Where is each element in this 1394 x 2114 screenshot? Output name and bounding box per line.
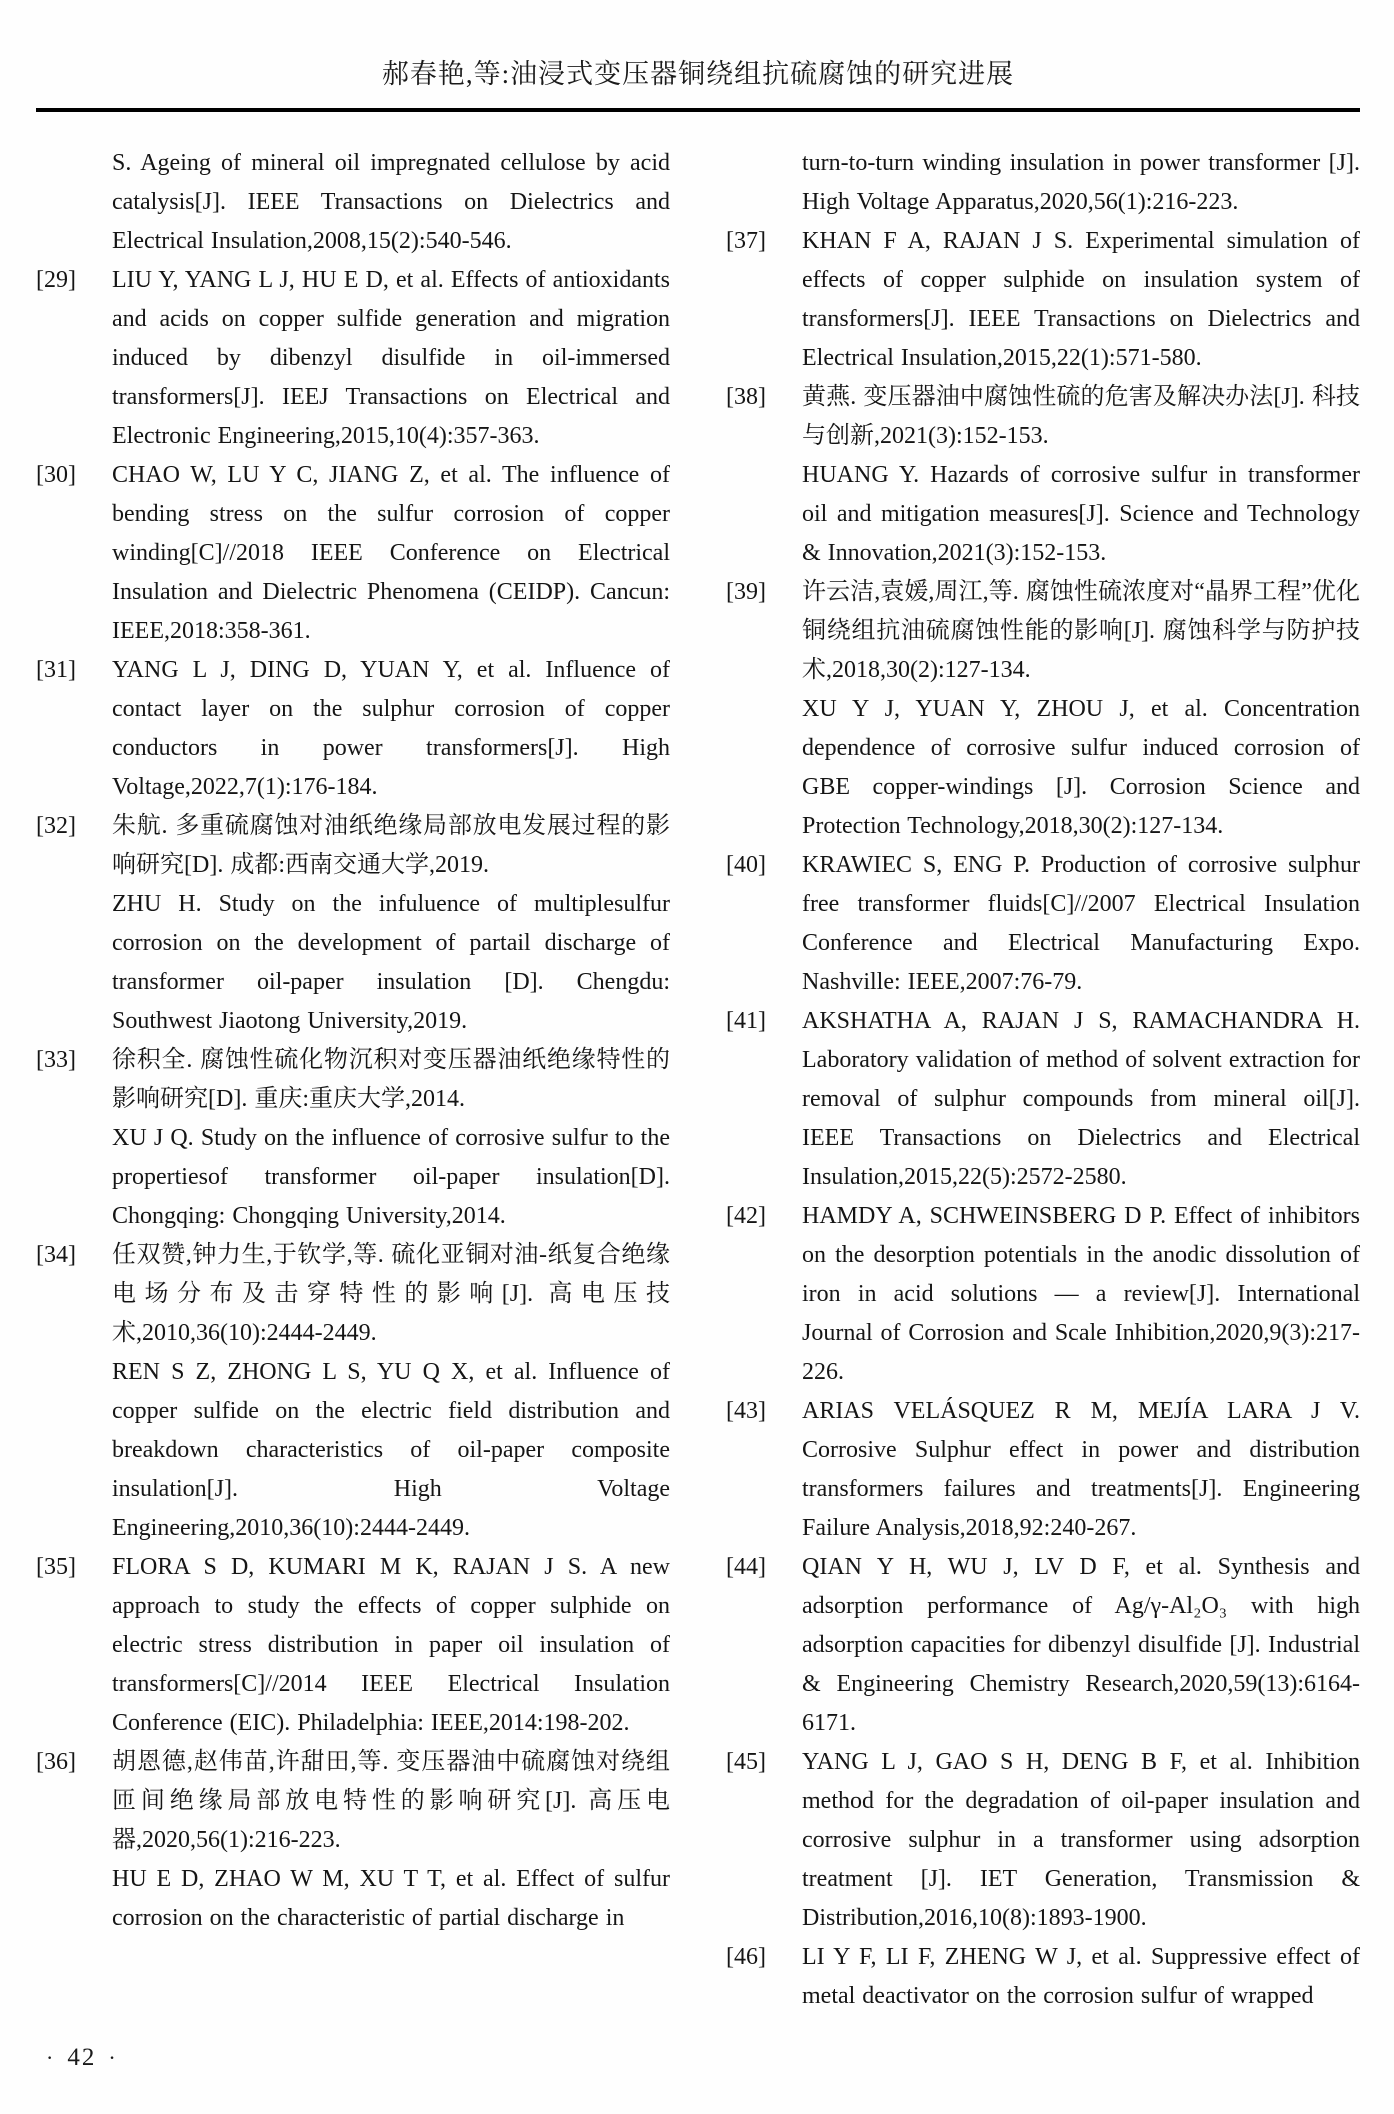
reference-number: [44] [726,1554,766,1580]
reference-number: [34] [36,1242,76,1268]
reference-item [726,144,1360,222]
reference-segment: FLORA S D, KUMARI M K, RAJAN J S. A new approach to study the effects of copper sulphide on electric stress distribution in paper oil insulation of transformers[C]//2014 IEEE Electrical Insulation Conference (EIC). Philadelphia: IEEE,2014:198-202. [112,1554,670,1736]
reference-segment: KHAN F A, RAJAN J S. Experimental simulation of effects of copper sulphide on insulation system of transformers[J]. IEEE Transactions on Dielectrics and Electrical Insulation,2015,22(1):571-580. [802,228,1360,371]
reference-item [36,1236,670,1548]
reference-number: [41] [726,1008,766,1034]
reference-text [112,456,670,651]
reference-number: [37] [726,228,766,254]
reference-number: [46] [726,1944,766,1970]
reference-text [112,261,670,456]
reference-item [726,1392,1360,1548]
running-title: 郝春艳,等:油浸式变压器铜绕组抗硫腐蚀的研究进展 [381,59,1015,89]
reference-item [726,1197,1360,1392]
references-section [36,144,1360,2016]
reference-item [726,1938,1360,2016]
reference-segment: ZHU H. Study on the infuluence of multiplesulfur corrosion on the development of partail discharge of transformer oil-paper insulation [D]. Chengdu: Southwest Jiaotong University,2019. [112,891,670,1034]
reference-segment: CHAO W, LU Y C, JIANG Z, et al. The influence of bending stress on the sulfur corrosion of copper winding[C]//2018 IEEE Conference on Electrical Insulation and Dielectric Phenomena (CEIDP). Cancun: IEEE,2018:358-361. [112,462,670,644]
reference-text [112,144,670,261]
reference-segment: AKSHATHA A, RAJAN J S, RAMACHANDRA H. Laboratory validation of method of solvent extraction for removal of sulphur compounds from mineral oil[J]. IEEE Transactions on Dielectrics and Electrical Insulation,2015,22(5):2572-2580. [802,1008,1360,1190]
reference-number: [31] [36,657,76,683]
reference-segment: HU E D, ZHAO W M, XU T T, et al. Effect of sulfur corrosion on the characteristic of partial discharge in [112,1866,670,1931]
reference-number: [36] [36,1749,76,1775]
reference-text [802,144,1360,222]
reference-text [112,1743,670,1938]
reference-text [112,1041,670,1236]
page-header [36,0,1360,112]
reference-text [802,846,1360,1002]
page-number: 42 [67,2044,97,2071]
reference-segment: 徐积全. 腐蚀性硫化物沉积对变压器油纸绝缘特性的影响研究[D]. 重庆:重庆大学,2014. [112,1047,670,1112]
reference-segment: YANG L J, GAO S H, DENG B F, et al. Inhibition method for the degradation of oil-paper insulation and corrosive sulphur in a transformer using adsorption treatment [J]. IET Generation, Transmission & Distribution,2016,10(8):1893-1900. [802,1749,1360,1931]
reference-text [112,651,670,807]
reference-item [36,1743,670,1938]
reference-segment: 任双赞,钟力生,于钦学,等. 硫化亚铜对油-纸复合绝缘电场分布及击穿特性的影响[J]. 高电压技术,2010,36(10):2444-2449. [112,1242,670,1346]
reference-number: [43] [726,1398,766,1424]
reference-item [726,222,1360,378]
reference-text [802,1743,1360,1938]
reference-item [36,1548,670,1743]
reference-item [726,846,1360,1002]
reference-segment: S. Ageing of mineral oil impregnated cellulose by acid catalysis[J]. IEEE Transactions on Dielectrics and Electrical Insulation,2008,15(2):540-546. [112,150,670,254]
reference-segment: YANG L J, DING D, YUAN Y, et al. Influence of contact layer on the sulphur corrosion of copper conductors in power transformers[J]. High Voltage,2022,7(1):176-184. [112,657,670,800]
reference-text [802,1548,1360,1743]
reference-text [802,573,1360,846]
reference-segment: REN S Z, ZHONG L S, YU Q X, et al. Influence of copper sulfide on the electric field distribution and breakdown characteristics of oil-paper composite insulation[J]. High Voltage Engineering,2010,36(10):2444-2449. [112,1359,670,1541]
reference-number: [32] [36,813,76,839]
reference-number: [38] [726,384,766,410]
reference-segment: ARIAS VELÁSQUEZ R M, MEJÍA LARA J V. Corrosive Sulphur effect in power and distribution transformers failures and treatments[J]. Engineering Failure Analysis,2018,92:240-267. [802,1398,1360,1541]
reference-item [36,261,670,456]
reference-segment: KRAWIEC S, ENG P. Production of corrosive sulphur free transformer fluids[C]//2007 Electrical Insulation Conference and Electrical Manufacturing Expo. Nashville: IEEE,2007:76-79. [802,852,1360,995]
reference-segment: LIU Y, YANG L J, HU E D, et al. Effects of antioxidants and acids on copper sulfide generation and migration induced by dibenzyl disulfide in oil-immersed transformers[J]. IEEJ Transactions on Electrical and Electronic Engineering,2015,10(4):357-363. [112,267,670,449]
footer-right-dot: · [108,2045,118,2070]
reference-text [112,1548,670,1743]
reference-text [802,1002,1360,1197]
references-right-column [726,144,1360,2016]
reference-number: [42] [726,1203,766,1229]
reference-text [802,1197,1360,1392]
page-footer [46,2044,118,2072]
reference-text [112,807,670,1041]
reference-item [36,651,670,807]
reference-segment: turn-to-turn winding insulation in power transformer [J]. High Voltage Apparatus,2020,56(1):216-223. [802,150,1360,215]
reference-item [726,378,1360,573]
reference-item [36,456,670,651]
reference-number: [40] [726,852,766,878]
reference-segment: 朱航. 多重硫腐蚀对油纸绝缘局部放电发展过程的影响研究[D]. 成都:西南交通大学,2019. [112,813,670,878]
reference-item [36,1041,670,1236]
reference-text [802,1938,1360,2016]
reference-segment: HAMDY A, SCHWEINSBERG D P. Effect of inhibitors on the desorption potentials in the anodic dissolution of iron in acid solutions — a review[J]. International Journal of Corrosion and Scale Inhibition,2020,9(3):217-226. [802,1203,1360,1385]
reference-item [726,1002,1360,1197]
reference-text [802,1392,1360,1548]
reference-item [36,144,670,261]
reference-segment: 黄燕. 变压器油中腐蚀性硫的危害及解决办法[J]. 科技与创新,2021(3):152-153. [802,384,1360,449]
reference-segment: HUANG Y. Hazards of corrosive sulfur in transformer oil and mitigation measures[J]. Science and Technology & Innovation,2021(3):152-153. [802,462,1360,566]
reference-number: [29] [36,267,76,293]
reference-segment: XU J Q. Study on the influence of corrosive sulfur to the propertiesof transformer oil-paper insulation[D]. Chongqing: Chongqing University,2014. [112,1125,670,1229]
reference-segment: XU Y J, YUAN Y, ZHOU J, et al. Concentration dependence of corrosive sulfur induced corrosion of GBE copper-windings [J]. Corrosion Science and Protection Technology,2018,30(2):127-134. [802,696,1360,839]
reference-segment: LI Y F, LI F, ZHENG W J, et al. Suppressive effect of metal deactivator on the corrosion sulfur of wrapped [802,1944,1360,2009]
reference-segment: QIAN Y H, WU J, LV D F, et al. Synthesis and adsorption performance of Ag/γ-Al₂O₃ with high adsorption capacities for dibenzyl disulfide [J]. Industrial & Engineering Chemistry Research,2020,59(13):6164-6171. [802,1554,1360,1736]
footer-left-dot: · [46,2045,56,2070]
header-rule [36,108,1360,112]
reference-number: [45] [726,1749,766,1775]
reference-segment: 许云洁,袁媛,周江,等. 腐蚀性硫浓度对“晶界工程”优化铜绕组抗油硫腐蚀性能的影响[J]. 腐蚀科学与防护技术,2018,30(2):127-134. [802,579,1360,683]
reference-item [726,1743,1360,1938]
reference-number: [30] [36,462,76,488]
reference-text [802,222,1360,378]
reference-number: [35] [36,1554,76,1580]
reference-item [726,573,1360,846]
reference-item [36,807,670,1041]
reference-text [112,1236,670,1548]
reference-segment: 胡恩德,赵伟苗,许甜田,等. 变压器油中硫腐蚀对绕组匝间绝缘局部放电特性的影响研究[J]. 高压电器,2020,56(1):216-223. [112,1749,670,1853]
reference-item [726,1548,1360,1743]
reference-number: [33] [36,1047,76,1073]
reference-text [802,378,1360,573]
references-left-column [36,144,670,2016]
reference-number: [39] [726,579,766,605]
